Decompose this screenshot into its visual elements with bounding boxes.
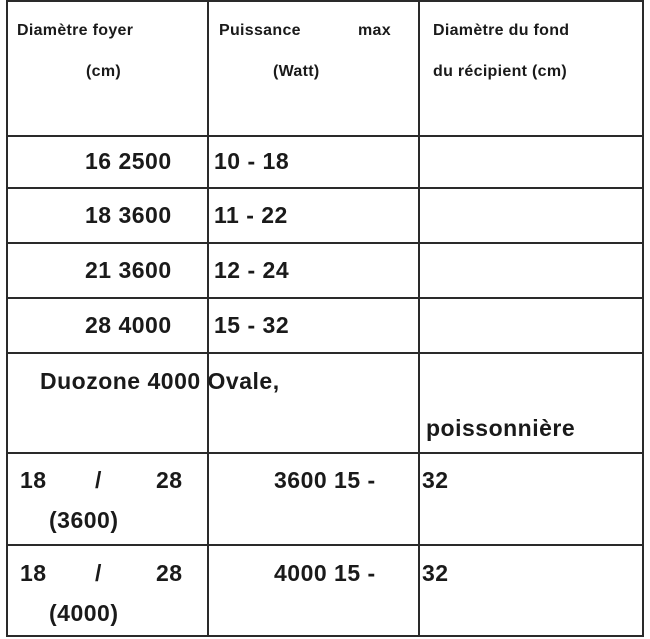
- row-divider: [6, 544, 644, 546]
- row-recipient-range: 12 - 24: [214, 257, 290, 283]
- table-border-right: [642, 0, 644, 637]
- row-foyer-power: 21 3600: [85, 257, 172, 283]
- duo-row-paren: (3600): [49, 507, 119, 533]
- row-recipient-range: 11 - 22: [214, 202, 288, 228]
- header-puissance: Puissance: [219, 22, 301, 39]
- duo-row-n1: 18: [20, 467, 47, 493]
- row-foyer-power: 18 3600: [85, 202, 172, 228]
- duo-row-n2: 28: [156, 560, 183, 586]
- duo-row-mid: 4000 15 -: [274, 560, 376, 586]
- row-foyer-power: 28 4000: [85, 312, 172, 338]
- header-diametre-foyer: Diamètre foyer: [17, 22, 134, 39]
- row-foyer-power: 16 2500: [85, 148, 172, 174]
- row-recipient-range: 10 - 18: [214, 148, 290, 174]
- table-border-top: [6, 0, 644, 2]
- table-border-bottom: [6, 635, 644, 637]
- duozone-subtitle: poissonnière: [426, 415, 576, 441]
- row-divider: [6, 135, 644, 137]
- table-border-left: [6, 0, 8, 637]
- row-divider: [6, 452, 644, 454]
- header-diametre-foyer-unit: (cm): [86, 63, 121, 80]
- column-divider: [207, 0, 209, 637]
- duo-row-n1: 18: [20, 560, 47, 586]
- header-max: max: [358, 22, 391, 39]
- column-divider: [418, 0, 420, 637]
- row-divider: [6, 187, 644, 189]
- row-divider: [6, 352, 644, 354]
- duo-row-right: 32: [422, 467, 449, 493]
- header-puissance-unit: (Watt): [273, 63, 320, 80]
- duo-row-slash: /: [95, 560, 102, 586]
- duozone-title: Duozone 4000 Ovale,: [40, 368, 280, 394]
- duo-row-paren: (4000): [49, 600, 119, 626]
- header-diametre-recipient: Diamètre du fond: [433, 22, 570, 39]
- row-recipient-range: 15 - 32: [214, 312, 290, 338]
- row-divider: [6, 242, 644, 244]
- duo-row-slash: /: [95, 467, 102, 493]
- header-diametre-recipient-unit: du récipient (cm): [433, 63, 568, 80]
- duo-row-n2: 28: [156, 467, 183, 493]
- duo-row-right: 32: [422, 560, 449, 586]
- duo-row-mid: 3600 15 -: [274, 467, 376, 493]
- row-divider: [6, 297, 644, 299]
